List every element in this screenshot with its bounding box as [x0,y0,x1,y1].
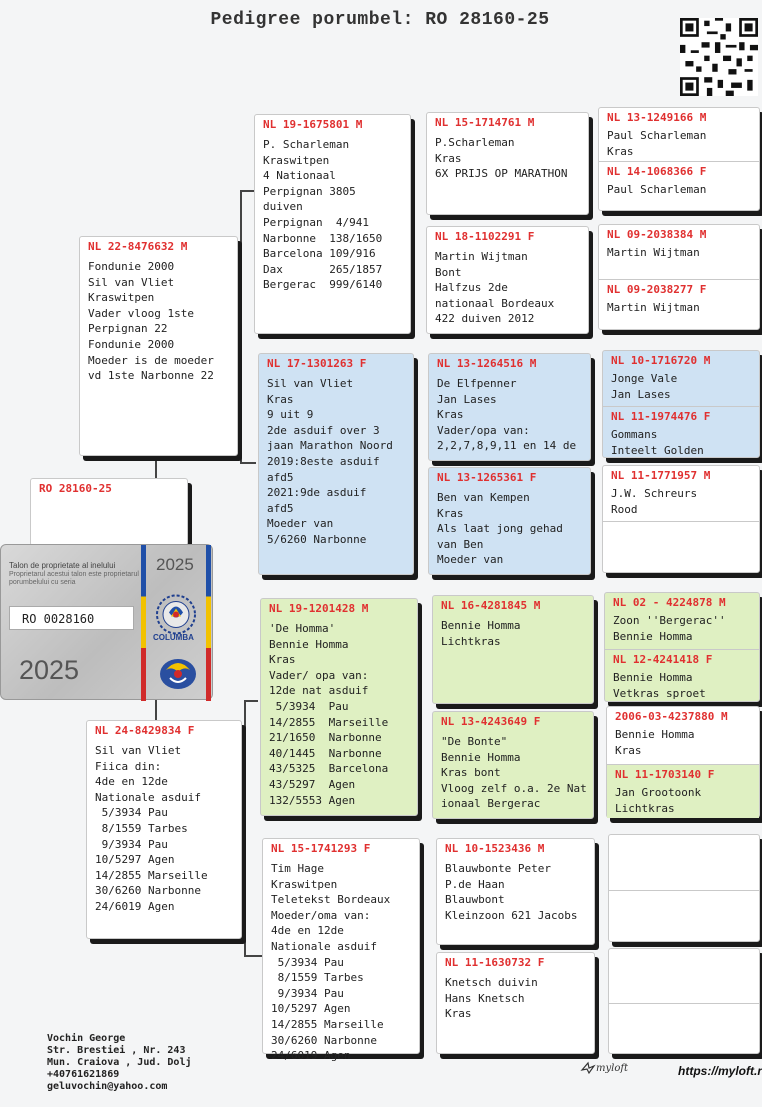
gen4-cell [599,279,759,330]
gen3-info: De Elfpenner Jan Lases Kras Vader/opa van: 2,2,7,8,9,11 en 14 de [437,377,577,453]
gen4-cell [609,835,759,886]
gen4-info: Martin Wijtman [607,301,700,315]
gen4-cell [603,466,759,517]
gen3-info: P.Scharleman Kras 6X PRIJS OP MARATHON [435,136,568,181]
gen2-ring: NL 15-1741293 F [271,842,371,855]
gen2-card [254,114,411,334]
gen3-ring: NL 11-1630732 F [445,956,545,969]
gen3-ring: NL 16-4281845 M [441,599,541,612]
dam-card [86,720,242,939]
gen4-ring: NL 09-2038384 M [607,228,707,241]
gen4-info [603,525,759,529]
gen4-info: Paul Scharleman Kras [607,129,707,158]
gen2-info: Sil van Vliet Kras 9 uit 9 2de asduif over 3 jaan Marathon Noord 2019:8este asduif afd5 2021:9de asduif afd5 Moeder van 5/6260 Narbonne [267,377,393,546]
gen4-cell [599,225,759,275]
gen4-info [609,838,759,842]
gen3-card [436,838,595,945]
gen3-ring: NL 13-1265361 F [437,471,537,484]
sire-ring: NL 22-8476632 M [88,240,188,253]
talon-title: Talon de proprietate al inelului [9,561,116,570]
gen4-pair-card [602,465,760,573]
gen4-info: Jan Grootoonk Lichtkras [615,786,702,815]
gen2-card [260,598,418,816]
gen3-card [428,353,591,461]
gen4-cell [609,1003,759,1054]
gen4-ring: NL 10-1716720 M [611,354,711,367]
gen4-ring: NL 14-1068366 F [607,165,707,179]
gen4-ring: 2006-03-4237880 M [615,710,728,723]
gen3-ring: NL 13-4243649 F [441,715,541,728]
talon-ring-number: RO 0028160 [9,606,134,630]
gen4-ring: NL 13-1249166 M [607,111,707,124]
gen3-info: Ben van Kempen Kras Als laat jong gehad van Ben Moeder van [437,491,563,567]
gen2-info: P. Scharleman Kraswitpen 4 Nationaal Perpignan 3805 duiven Perpignan 4/941 Narbonne 138/1650 Barcelona 109/916 Dax 265/1857 Bergerac 999/6140 [263,138,383,292]
gen2-info: Tim Hage Kraswitpen Teletekst Bordeaux Moeder/oma van: 4de en 12de Nationale asduif 5/3934 Pau 8/1559 Tarbes 9/3934 Pau 10/5297 Agen 14/2855 Marseille 30/6260 Narbonne 24/6019 Agen [271,862,391,1063]
talon-year: 2025 [156,555,194,574]
gen4-info: Bennie Homma Vetkras sproet [613,671,706,700]
gen4-info: Gommans Inteelt Golden [611,428,704,457]
gen4-info: Martin Wijtman [607,246,700,259]
page-title: Pedigree porumbel: RO 28160-25 [210,10,550,30]
gen4-pair-card [604,592,760,702]
qr-code-icon [680,18,758,96]
gen4-cell [599,161,759,211]
gen4-cell [607,764,759,818]
talon-year-large: 2025 [19,655,80,685]
gen4-pair-card [608,834,760,942]
gen4-cell [603,521,759,573]
dam-info: Sil van Vliet Fiica din: 4de en 12de Nationale asduif 5/3934 Pau 8/1559 Tarbes 9/3934 Pau 10/5297 Agen 14/2855 Marseille 30/6260 Narbonne 24/6019 Agen [95,744,208,913]
tricolor-stripe [141,545,146,701]
gen2-ring: NL 19-1201428 M [269,602,369,615]
gen4-cell [599,108,759,157]
gen4-cell [603,351,759,402]
subject-ring: RO 28160-25 [39,482,112,495]
talon-subtitle: Proprietarul acestui talon este proprietarul porumbelului cu seria [9,571,139,586]
gen3-card [432,711,594,819]
dam-ring: NL 24-8429834 F [95,724,195,737]
gen4-cell [603,406,759,458]
footer-url[interactable]: https://myloft.r [678,1064,762,1078]
gen2-ring: NL 17-1301263 F [267,357,367,370]
gen3-ring: NL 13-1264516 M [437,357,537,370]
gen4-cell [605,649,759,702]
gen4-cell [609,949,759,999]
gen4-pair-card [598,107,760,211]
gen3-ring: NL 15-1714761 M [435,116,535,129]
gen3-ring: NL 10-1523436 M [445,842,545,855]
gen4-info: J.W. Schreurs Rood [611,487,698,516]
gen4-info [609,894,759,898]
gen4-pair-card [606,706,760,818]
gen3-info: Knetsch duivin Hans Knetsch Kras [445,976,538,1021]
gen4-ring: NL 09-2038277 F [607,283,707,297]
gen4-ring: NL 02 - 4224878 M [613,596,726,609]
gen4-cell [605,593,759,645]
gen4-info: Bennie Homma Kras [615,728,695,757]
gen3-info: Blauwbonte Peter P.de Haan Blauwbont Kleinzoon 621 Jacobs [445,862,578,922]
gen3-card [426,112,589,215]
gen3-card [436,952,595,1054]
gen3-card [432,595,594,704]
gen4-info [609,1007,759,1011]
gen4-cell [607,707,759,760]
myloft-bird-icon [580,1060,596,1076]
gen4-cell [609,890,759,942]
gen3-info: Bennie Homma Lichtkras [441,619,521,648]
gen3-card [426,226,589,334]
gen3-ring: NL 18-1102291 F [435,230,535,243]
gen4-ring: NL 11-1703140 F [615,768,715,782]
gen3-info: Martin Wijtman Bont Halfzus 2de nationaal Bordeaux 422 duiven 2012 [435,250,555,326]
subject-card [30,478,188,546]
gen4-info: Paul Scharleman [607,183,707,197]
gen2-card [262,838,420,1063]
gen3-card [428,467,591,575]
gen2-info: 'De Homma' Bennie Homma Kras Vader/ opa van: 12de nat asduif 5/3934 Pau 14/2855 Marseille 21/1650 Narbonne 40/1445 Narbonne 43/5325 Barcelona 43/5297 Agen 132/5553 Agen [269,622,389,807]
footer-brand: myloft [596,1063,629,1074]
gen4-pair-card [598,224,760,330]
sire-card [79,236,238,456]
gen4-info: Zoon ''Bergerac'' Bennie Homma [613,614,726,643]
gen4-info: Jonge Vale Jan Lases [611,372,678,401]
owner-contact: Vochin George Str. Brestiei , Nr. 243 Mun. Craiova , Jud. Dolj +40761621869 geluvochin@yahoo.com [47,1033,192,1092]
gen4-pair-card [602,350,760,458]
ring-ownership-talon [0,544,213,700]
gen4-ring: NL 11-1771957 M [611,469,711,482]
gen3-info: "De Bonte" Bennie Homma Kras bont Vloog zelf o.a. 2e Nat ionaal Bergerac [441,735,587,811]
gen2-card [258,353,414,575]
tricolor-stripe [206,545,211,701]
gen2-ring: NL 19-1675801 M [263,118,363,131]
gen4-ring: NL 12-4241418 F [613,653,713,667]
gen4-info [609,952,759,956]
federation-logo-icon [156,650,200,694]
sire-info: Fondunie 2000 Sil van Vliet Kraswitpen Vader vloog 1ste Perpignan 22 Fondunie 2000 Moeder is de moeder vd 1ste Narbonne 22 [88,260,214,383]
talon-brand: COLUMBA [153,633,194,642]
gen4-ring: NL 11-1974476 F [611,410,711,424]
gen4-pair-card [608,948,760,1054]
